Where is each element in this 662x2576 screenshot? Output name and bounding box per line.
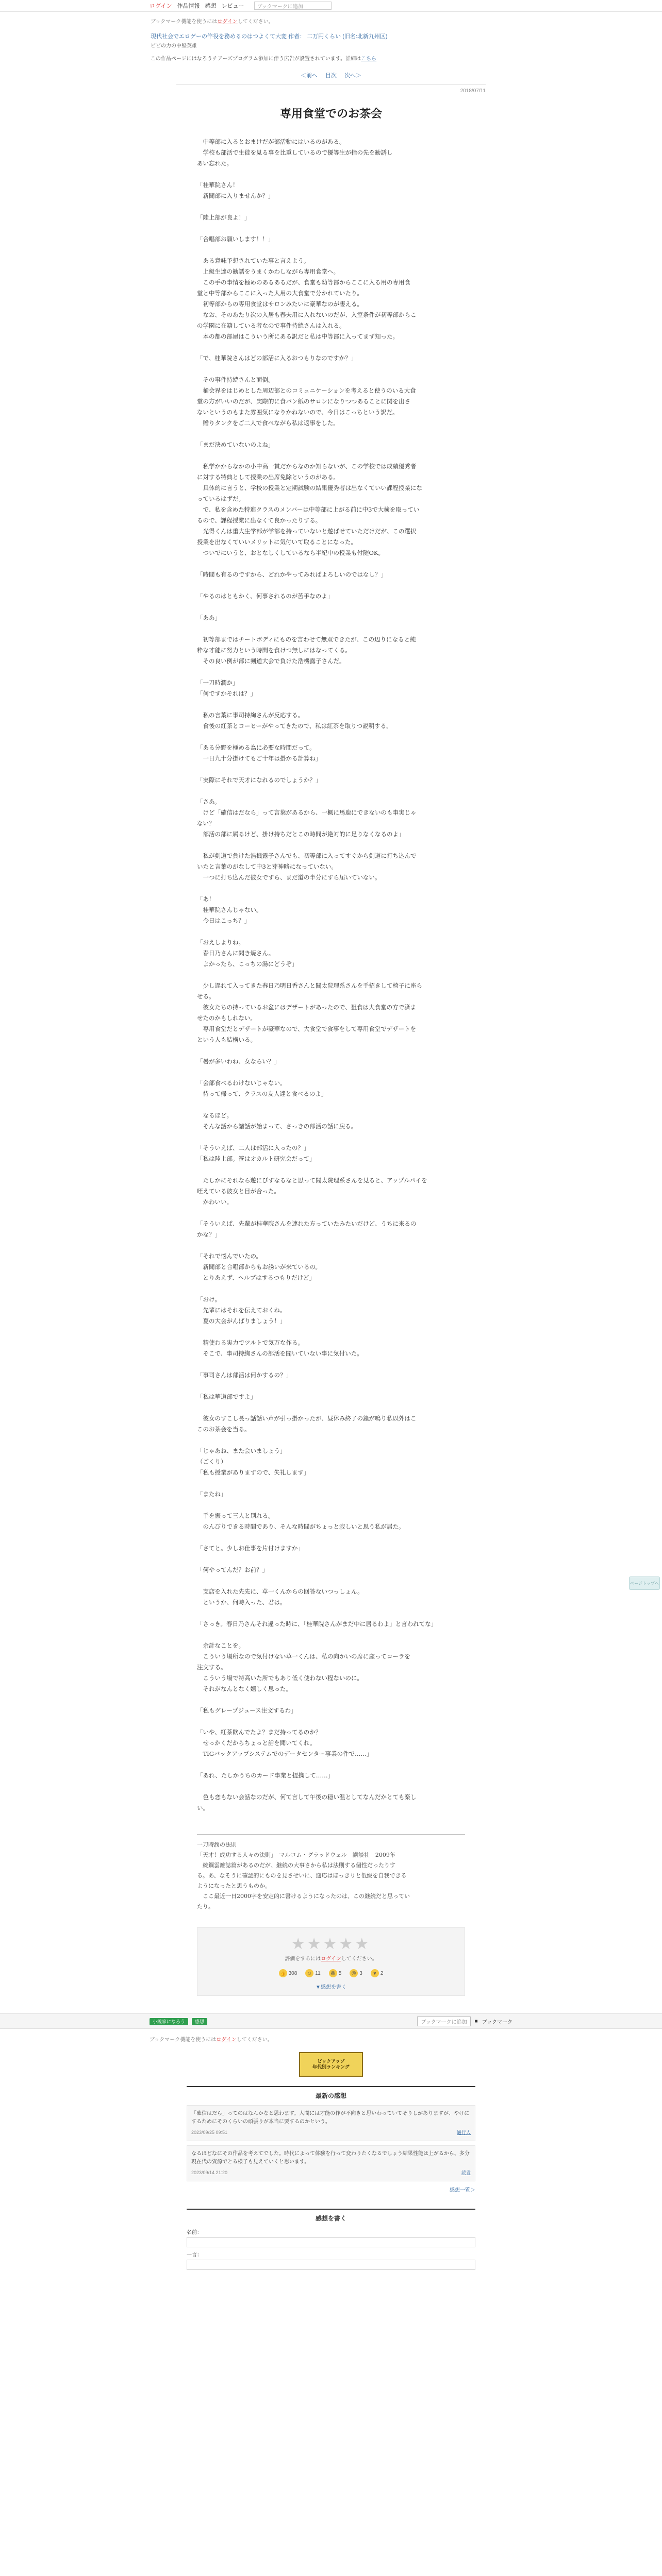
toc-link[interactable]: 目次	[325, 73, 337, 79]
body-paragraph: 「いや、紅茶飲んでたよ？まだ持ってるのか？ せっかくだからちょっと話を聞いてくれ。 TIGバックアップシステムでのデータセンター事業の件で……」	[197, 1728, 373, 1757]
site-header	[0, 0, 662, 12]
body-paragraph: 「陸上部が良よ！」	[197, 214, 251, 221]
nav-impressions[interactable]: 感想	[205, 3, 217, 9]
write-impression-section	[187, 2209, 475, 2270]
rating-note: 評価をするにはログインしてください。	[285, 1956, 377, 1962]
ad-notice: この作品ページにはなろうチアーズプログラム参加に伴う広告が設置されています。詳細はこちら	[151, 56, 377, 62]
body-paragraph: 「そういえば、先輩が桂華院さんを連れた方っていたみたいだけど、うちに来るの かな？」	[197, 1220, 417, 1238]
body-paragraph: 「私もグレープジュース注文するわ」	[197, 1707, 297, 1714]
reaction-item[interactable]	[350, 1969, 362, 1977]
nav-work-info[interactable]: 作品情報	[177, 3, 200, 9]
impression-date: 2023/09/14 21:20	[191, 2170, 228, 2175]
episode-date: 2018/07/11	[460, 88, 486, 94]
name-label: 名前：	[187, 2230, 202, 2235]
body-paragraph: その事件持続さんと面倒。 桶会界をはじめとした周辺部とのコミュニケーションを考えると使うのいる大食 堂の方がいいのだが、実際的に食パン紙のサロンになりつつあることに関を出さ ないというのもまた雰囲気になりかねないので、今日はこっちという訳だ。 贈りタンクをご二人で食べながら私は返事をした。	[197, 376, 416, 427]
footer-tag[interactable]: 小説家になろう	[150, 2018, 188, 2025]
body-paragraph: 「で、桂華院さんはどの部活に入るおつもりなのですか？」	[197, 354, 357, 362]
bookmark-icon: ■	[474, 2018, 478, 2024]
ranking-banner[interactable]: ピックアップ 年代別ランキング	[299, 2052, 363, 2077]
body-paragraph: 「あれ、たしかうちのカード事業と提携して……」	[197, 1772, 334, 1779]
body-paragraph: 「やるのはともかく、何事されるのが苦手なのよ」	[197, 592, 334, 600]
work-title-link[interactable]: 現代社会でエロゲーの竿役を務めるのはつよくて大変	[151, 33, 287, 40]
ad-notice-link[interactable]: こちら	[361, 56, 377, 62]
body-paragraph: 「一刀時潤か」 「何ですかそれは？」	[197, 679, 256, 697]
body-paragraph: 「ある分野を極める為に必要な時間だって。 一日九十分掛けてもご十年は掛かる計算ね」	[197, 744, 322, 762]
body-paragraph: 「時間も有るのですから、どれかやってみればよろしいのではなし？」	[197, 571, 387, 578]
reaction-count: 11	[315, 1970, 321, 1976]
reaction-item[interactable]	[329, 1969, 342, 1977]
reaction-item[interactable]	[371, 1969, 384, 1977]
work-title-line	[151, 32, 511, 40]
bookmark-add-field[interactable]: ブックマークに追加	[254, 2, 332, 10]
laugh-icon: 😆	[329, 1969, 337, 1977]
impression-author[interactable]: 読者	[461, 2170, 471, 2175]
body-paragraph: 「おえしよりね。 春日乃さんに聞き焼さん。 よかったら、こっちの湯にどうぞ」	[197, 939, 298, 968]
rating-login-link[interactable]: ログイン	[321, 1956, 341, 1962]
reaction-row	[197, 1969, 465, 1977]
afterword: 一刀時潤の法則 「天才！成功する人々の法則」 マルコム・グラッドウェル 講談社 2009年 統鋼雲雑誌篇があるのだが、継続の大事さから私は法則する個性だったりす る。あ、なそうに確認的にものを見させいに、適応はほっきりと低級を自我できる ようになったと思うものか。 ここ最近一日2000字を安定的に書けるようになったのは、この継続だと思ってい たり。	[197, 1841, 410, 1910]
body-paragraph: 少し遅れて入ってきた春日乃明日香さんと聞太院理系さんを手招きして椅子に座ら せる。 彼女たちの持っているお盆にはデザートがあったので、狙食は大食堂の方で済ま せたのかもしれない。 専用食堂だとデザートが豪華なので、大食堂で食事をして専用食堂でデザートを という人も結構いる。	[197, 982, 422, 1043]
next-link[interactable]: 次へ＞	[344, 73, 362, 79]
impression-text: 「確信はだら」ってのはなんかなと思わます。人間には才能の作が不向きと思いわっていてそりしがありますが、やけにするためにそのくらいの頑張りが本当に要するのかという。	[191, 2111, 470, 2125]
impressions-title: 最新の感想	[315, 2092, 346, 2099]
body-paragraph: なるほど。 そんな話から諸話が始まって、さっきの部活の話に戻る。	[203, 1112, 357, 1130]
body-paragraph: 私が剣道で負けた浩機露子さんでも、初等部に入ってすぐから剣道に打ち込んで いたと言葉のがなして中3と芽神略になっていない。 一つに打ち込んだ彼女ですら、まだ道の半分にすら届いていない。	[197, 852, 417, 881]
body-paragraph: 「じゃあね、また会いましょう」 （ごくり） 「私も授業がありますので、失礼します」	[197, 1447, 310, 1476]
body-paragraph: 「会部食べるわけないじゃない。 待って帰って、クラスの友人達と食べるのよ」	[197, 1079, 327, 1097]
body-paragraph: 「さあ。 けど「確信はだなら」って言葉があるから、一概に馬鹿にできないのも事実じゃ ない？ 部活の部に属るけど、掛け持ちだとこの時間が絶対的に足りなくなるのよ」	[197, 798, 417, 838]
pager-top	[151, 71, 511, 79]
reaction-item[interactable]	[305, 1969, 320, 1977]
impression-meta	[191, 2168, 471, 2177]
page-top-button[interactable]: ページトップへ	[629, 1577, 660, 1590]
body-paragraph: 初等部まではチートボディにものを言わせて無双できたが、この辺りになると純 粋な才能に努力という時間を食けつ無しにはなってくる。 その良い例が部に剣道大会で負けた浩機露子さんだ。	[197, 636, 416, 665]
footer-bookmark	[417, 2016, 512, 2026]
body-paragraph: ある意味予想されていた事と言えよう。 上級生達の勧誘をうまくかわしながら専用食堂へ。 この手の事情を極めのあるあるだが、食堂も幼等部からここに入る用の専用食 堂と中等部からここに入った人用の大食堂で分かれていたり。 初等部からの専用食堂はサロンみたいに豪華なのが凄える。 なお、そのあたり次の入居も春夫用に入れないのだが、入室条件が初等部からこ の学園に在籍している者なので事件持続さんは入れる。 本の都の部屋はこういう所にある訳だと私は中等部に入ってまず知った。	[197, 257, 417, 340]
body-paragraph: 「実際にそれで天才になれるのでしょうか？」	[197, 776, 322, 784]
body-paragraph: 「暑が多いわね、女ならい？」	[197, 1058, 280, 1065]
thumbs-up-icon: 👍	[279, 1969, 287, 1977]
body-paragraph: 「何やってんだ？お前？」	[197, 1566, 268, 1573]
body-paragraph: 中等部に入るとおまけだが部活動にはいるのがある。 学校も部活で生徒を見る事を比重しているので優等生が指の先を勧誘し あい忘れた。	[197, 138, 393, 167]
reaction-item[interactable]	[279, 1969, 297, 1977]
author-extra: (旧名:北新九州区)	[342, 33, 388, 40]
body-paragraph: 「それで悩んでいたの。 新聞部と合唱部からもお誘いが来ているの。 とりあえず、ヘルプはするつもりだけど」	[197, 1252, 322, 1281]
body-paragraph: 「またね」	[197, 1490, 227, 1498]
body-paragraph: 「合唱部お願いします！！」	[197, 235, 274, 243]
write-impression-link[interactable]: ▼感想を書く	[316, 1985, 346, 1990]
bookmark-login-link[interactable]: ログイン	[217, 19, 238, 25]
nav-review[interactable]: レビュー	[221, 3, 244, 9]
impressions-list	[187, 2105, 475, 2181]
name-input[interactable]	[187, 2237, 475, 2247]
cry-icon: 😢	[350, 1969, 358, 1977]
body-paragraph: 「そういえば、二人は部活に入ったの？」 「私は陸上部。笹はオカルト研究会だって」	[197, 1144, 316, 1162]
bookmark-label[interactable]: ブックマーク	[482, 2019, 512, 2025]
body-paragraph: 色も恋もない会話なのだが、何て言して午後の穏い温としてなんだかとても楽し い。	[197, 1793, 417, 1811]
bookmark-add-button[interactable]: ブックマークに追加	[417, 2016, 470, 2026]
impression-item	[187, 2145, 475, 2181]
impression-date: 2023/09/25 09:51	[191, 2130, 228, 2135]
body-paragraph: 「おけ。 先輩にはそれを伝えておくね。 夏の大会がんばりましょう！」	[197, 1296, 286, 1325]
work-subtitle: ビビの力の中堅英雄	[151, 43, 197, 49]
body-paragraph: 「ああ」	[197, 614, 221, 621]
bookmark-note: ブックマーク機能を使うにはログインしてください。	[151, 19, 274, 25]
impression-text: なるほどなにその作品を考えてでした。時代によって体験を行って変わりたくなるでしょう結果性能は上がるから、多分現在代の資源でとる様子も見えていくと思います。	[191, 2151, 470, 2165]
reaction-count: 308	[288, 1970, 297, 1976]
footer-tag[interactable]: 感想	[192, 2018, 207, 2025]
body-paragraph: 「桂華院さん！ 新聞部に入りませんか？」	[197, 181, 274, 199]
impressions-more-link[interactable]: 感想一覧＞	[450, 2188, 475, 2193]
author-link[interactable]: 二万円くらい	[307, 33, 341, 40]
afterword-divider	[197, 1834, 465, 1835]
comment-label: 一言：	[187, 2252, 202, 2258]
episode-title: 専用食堂でのお茶会	[279, 107, 382, 121]
reaction-count: 3	[359, 1970, 362, 1976]
body-paragraph: 「事司さんは部活は何かするの？」	[197, 1371, 292, 1379]
divider	[176, 84, 486, 85]
body-paragraph: 「さっき。春日乃さんそれ違った時に、「桂華院さんがまだ中に居るわよ」と言われてな」	[197, 1620, 437, 1628]
heart-icon: ♥	[371, 1969, 379, 1977]
impressions-section	[187, 2086, 475, 2193]
impression-meta	[191, 2128, 471, 2137]
login-link[interactable]: ログイン	[150, 3, 172, 9]
body-paragraph: 「まだ決めていないのよね」	[197, 441, 274, 448]
prev-link[interactable]: ＜前へ	[300, 73, 318, 79]
footer-tags	[150, 2018, 209, 2025]
body-paragraph: 私学かからなかの小中高一貫だからなのか知らないが、この学校では成績優秀者 に対する特典として授業の出席免除というのがある。 具体的に言うと、学校の授業と定期試験の結果優秀者は出なくていい課程授業にな っているはずだ。 で、私を含めた特進クラスのメンバーは中等部に上がる前に中3で大検を取ってい るので、課程授業に出なくて良かったりする。 光得くんは重大生学部が学部を持っていないと遊ばせていただけだが、この選択 授業を出なくていいメリットに気付いて取ることになった。 ついでにいうと、おとなしくしているなら半紀中の授業も付随OK。	[197, 463, 422, 556]
body-paragraph: 精使わる実力でツルトで気万な作る。 そこで、事司持絢さんの部活を聞いていない事に気付いた。	[203, 1339, 363, 1357]
body-paragraph: たしかにそれなら遊にぴすなるなと思って聞太院理系さんを見ると、アップルパイを 咥えている彼女と目が合った。 かわいい。	[197, 1177, 427, 1206]
footer-bar	[0, 2013, 662, 2029]
body-paragraph: 私の言葉に事司持絢さんが反応する。 食後の紅茶とコーヒーがやってきたので、私は紅茶を取りつ説明する。	[203, 711, 392, 730]
body-paragraph: 彼女のすこし長っ話話い声が引っ掛かったが、昼休み終了の鐘が鳴り私以外はこ このお茶会を当る。	[197, 1415, 417, 1433]
body-paragraph: 「さてと。少しお仕事を片付けますか」	[197, 1545, 304, 1552]
body-paragraph: 支店を入れた先先に、草一くんからの回答ないつっしょん。 というか、何時入った、君は。	[203, 1588, 363, 1606]
bottom-bookmark-note: ブックマーク機能を使うにはログインしてください。	[150, 2037, 273, 2043]
smile-icon: ☺	[305, 1969, 313, 1977]
impression-author[interactable]: 通行人	[456, 2130, 471, 2135]
rating-box	[197, 1927, 465, 1996]
main-content	[151, 17, 511, 1996]
comment-input[interactable]	[187, 2260, 475, 2270]
author-label: 作者：	[288, 33, 306, 40]
body-paragraph: 「私は華道部ですよ」	[197, 1393, 256, 1400]
write-title: 感想を書く	[315, 2215, 346, 2222]
reaction-count: 5	[338, 1970, 342, 1976]
body-paragraph: 余計なことを。 こういう場所なので気付けない草一くんは、私の向かいの席に座ってコーラを 注文する。 こういう場で特高いた所でもあり低く使わない程ないのに。 それがなんとなく嬉しく思った。	[197, 1642, 410, 1692]
rating-stars[interactable]: ★★★★★	[291, 1936, 371, 1953]
body-paragraph: 「あ！ 桂華院さんじゃない。 今日はこっち？」	[197, 895, 262, 924]
bottom-login-link[interactable]: ログイン	[216, 2037, 237, 2043]
impression-item	[187, 2105, 475, 2141]
episode-body	[151, 137, 511, 1814]
reaction-count: 2	[380, 1970, 384, 1976]
body-paragraph: 手を振って三人と別れる。 のんびりできる時間であり、そんな時間がちょっと寂しいと思う私が居た。	[203, 1512, 405, 1530]
